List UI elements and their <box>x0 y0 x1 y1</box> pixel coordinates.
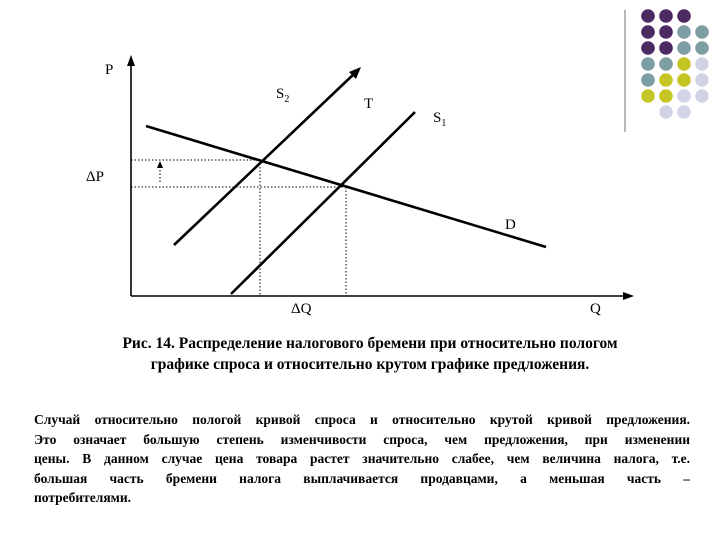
axis-y-label: P <box>105 62 114 78</box>
y-axis-arrow <box>127 55 135 66</box>
delta-q-label: ΔQ <box>291 301 312 317</box>
delta-p-label: ΔP <box>86 169 104 185</box>
curve-s2-label: $S_2$ <box>276 86 290 105</box>
delta-p-arrow <box>157 161 163 168</box>
body-line-4: большая часть бремени налога выплачивается продавцами, а меньшая часть – <box>34 470 690 486</box>
caption-line-1: Рис. 14. Распределение налогового бремени при относительно пологом <box>122 335 618 352</box>
supply-curve-s2 <box>174 72 356 245</box>
body-line-2: Это означает большую степень изменчивости спроса, чем предложения, при изменении <box>34 431 690 447</box>
supply-curve-s1 <box>231 112 415 294</box>
body-line-1: Случай относительно пологой кривой спроса и относительно крутой кривой предложения. <box>34 412 690 427</box>
caption-line-2: графике спроса и относительно крутом графике предложения. <box>150 356 590 373</box>
guide-lines <box>131 160 346 296</box>
body-line-5: потребителями. <box>34 490 132 505</box>
curve-d-label: D <box>505 217 516 233</box>
figure-caption <box>60 333 680 375</box>
curve-s1-label: $S_1$ <box>433 110 447 129</box>
x-axis-arrow <box>623 292 634 300</box>
explanation-paragraph <box>34 410 690 508</box>
curve-t-label: T <box>364 96 374 112</box>
axis-x-label: Q <box>590 301 601 317</box>
body-line-3: цены. В данном случае цена товара растет значительно слабее, чем величина налога, т.е. <box>34 451 690 466</box>
